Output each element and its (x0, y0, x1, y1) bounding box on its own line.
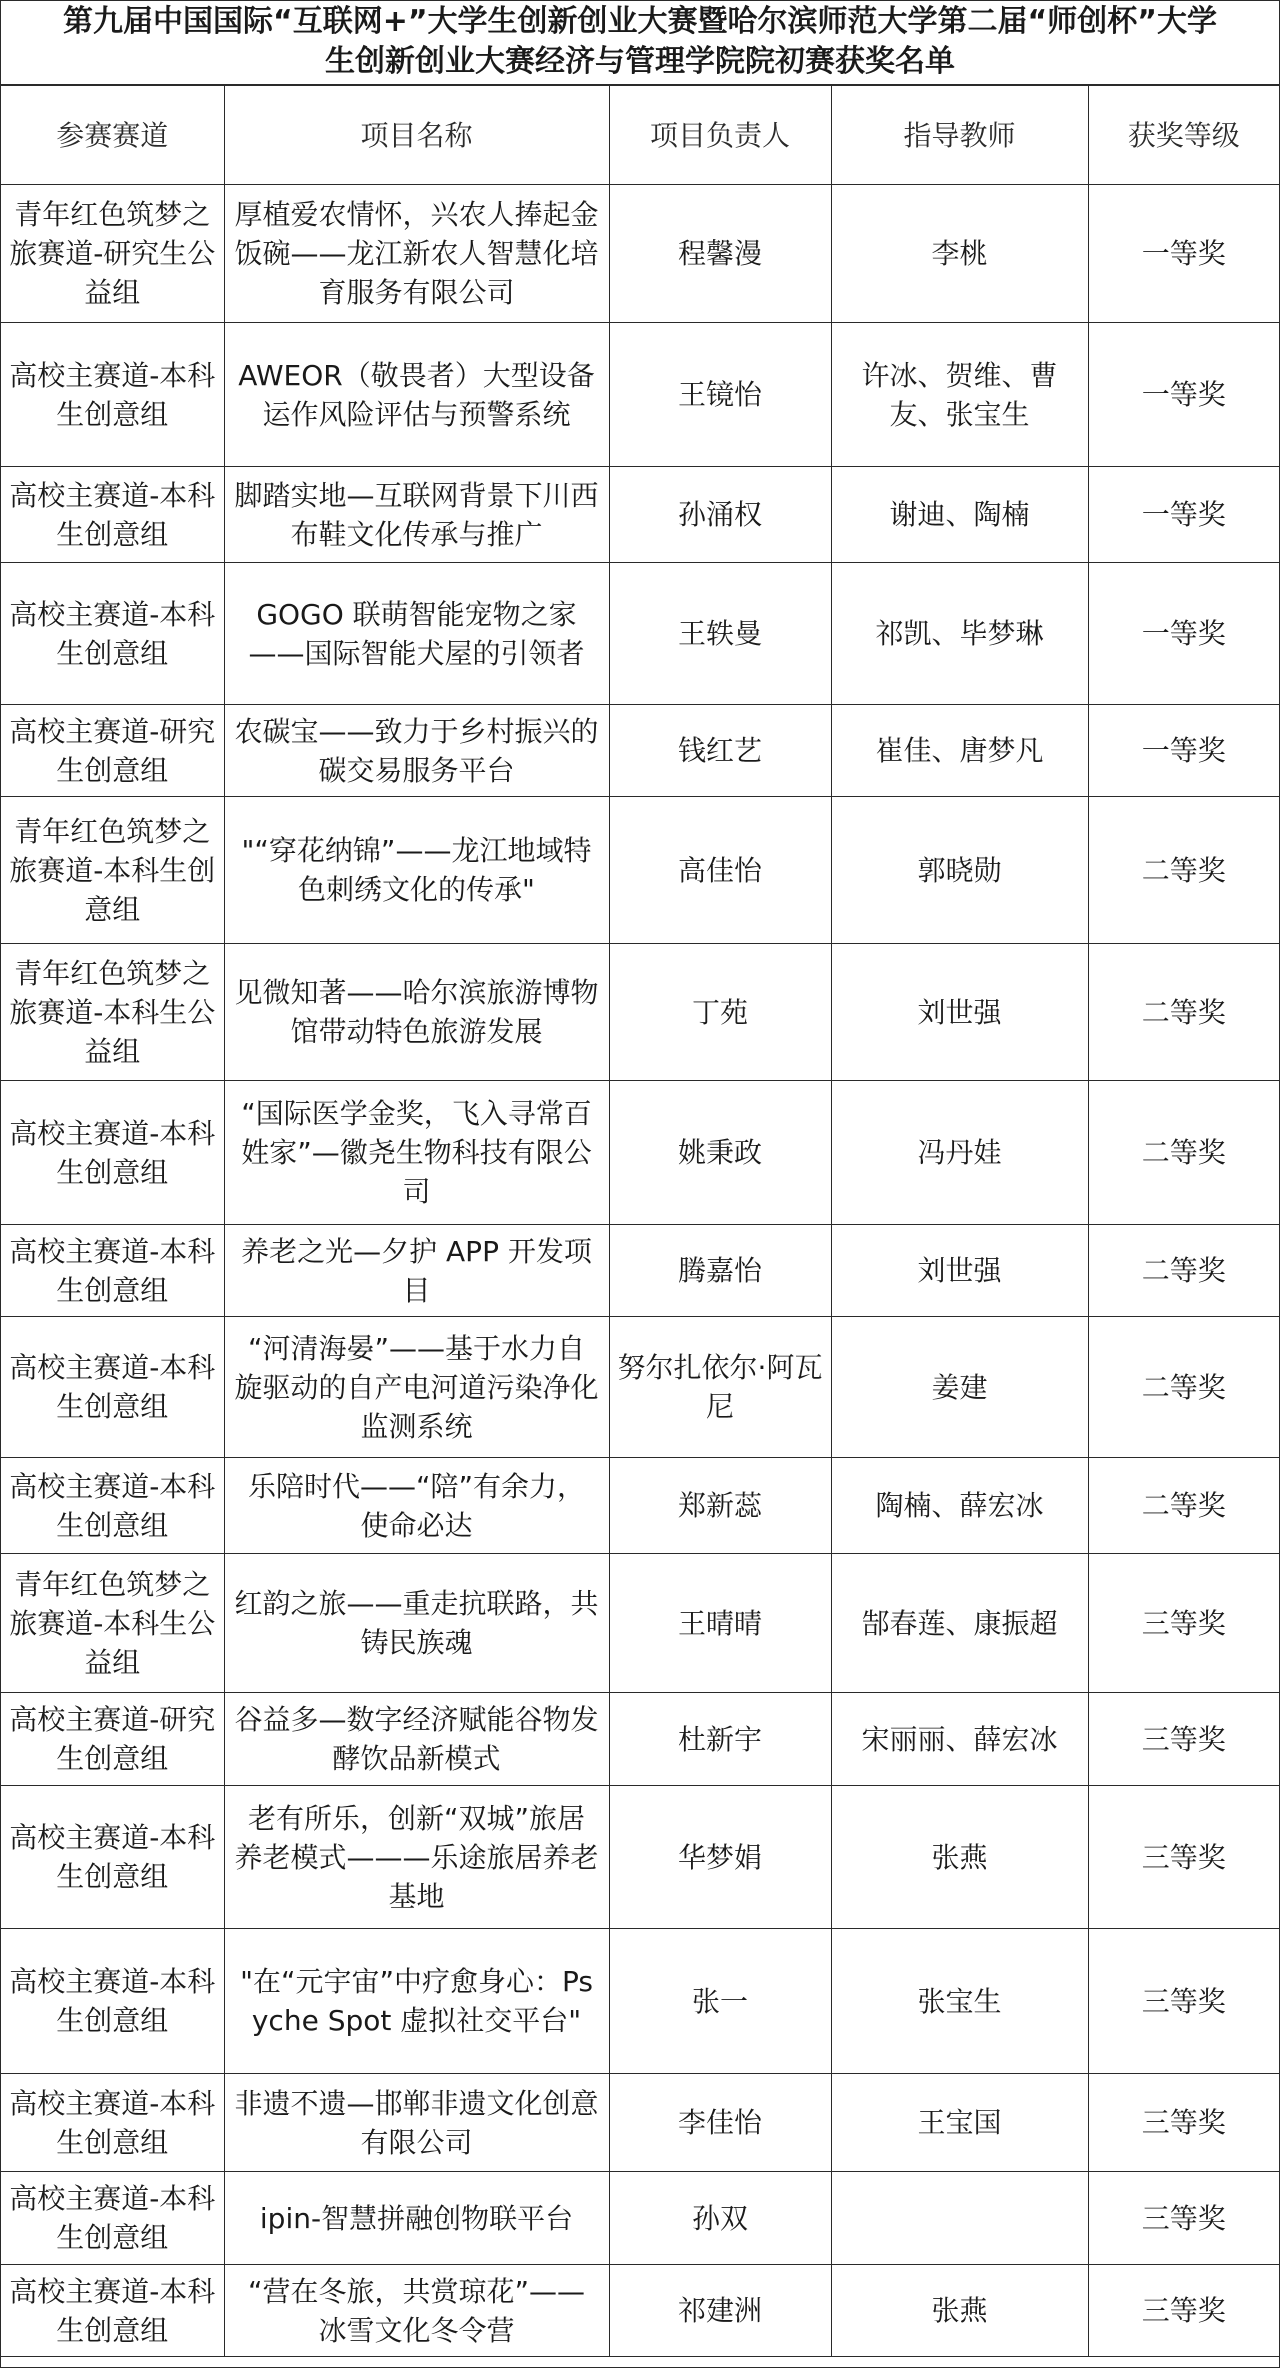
cell-track: 高校主赛道-本科生创意组 (1, 2265, 224, 2357)
cell-award: 三等奖 (1088, 1929, 1279, 2074)
cell-award: 一等奖 (1088, 185, 1279, 323)
cell-leader: 李佳怡 (609, 2074, 831, 2172)
cell-award: 二等奖 (1088, 1225, 1279, 1317)
cell-project: 非遗不遗—邯郸非遗文化创意有限公司 (224, 2074, 609, 2172)
cell-advisor: 张宝生 (831, 1929, 1088, 2074)
cell-award: 一等奖 (1088, 323, 1279, 467)
cell-project: 见微知著——哈尔滨旅游博物馆带动特色旅游发展 (224, 944, 609, 1081)
cell-award: 一等奖 (1088, 563, 1279, 705)
cell-award: 二等奖 (1088, 1458, 1279, 1554)
cell-leader: 努尔扎依尔·阿瓦尼 (609, 1317, 831, 1458)
column-header-track: 参赛赛道 (1, 86, 224, 185)
cell-advisor: 陶楠、薛宏冰 (831, 1458, 1088, 1554)
cell-project: 红韵之旅——重走抗联路，共铸民族魂 (224, 1554, 609, 1693)
table-row (1, 1554, 1279, 1693)
cell-project: 乐陪时代——“陪”有余力，使命必达 (224, 1458, 609, 1554)
cell-track: 青年红色筑梦之旅赛道-研究生公益组 (1, 185, 224, 323)
cell-project: 养老之光—夕护 APP 开发项目 (224, 1225, 609, 1317)
cell-track: 高校主赛道-本科生创意组 (1, 1081, 224, 1225)
cell-award: 三等奖 (1088, 1693, 1279, 1786)
table-row (1, 1081, 1279, 1225)
cell-track: 青年红色筑梦之旅赛道-本科生公益组 (1, 944, 224, 1081)
cell-award: 三等奖 (1088, 2074, 1279, 2172)
table-row (1, 1929, 1279, 2074)
cell-advisor: 宋丽丽、薛宏冰 (831, 1693, 1088, 1786)
table-row (1, 467, 1279, 563)
cell-advisor: 姜建 (831, 1317, 1088, 1458)
title-line-2: 生创新创业大赛经济与管理学院院初赛获奖名单 (325, 44, 955, 79)
cell-leader: 钱红艺 (609, 705, 831, 797)
cell-project: “营在冬旅，共赏琼花”——冰雪文化冬令营 (224, 2265, 609, 2357)
cell-award: 一等奖 (1088, 705, 1279, 797)
cell-leader: 郑新蕊 (609, 1458, 831, 1554)
cell-award: 三等奖 (1088, 1554, 1279, 1693)
cell-leader: 腾嘉怡 (609, 1225, 831, 1317)
cell-project: AWEOR（敬畏者）大型设备运作风险评估与预警系统 (224, 323, 609, 467)
cell-advisor: 祁凯、毕梦琳 (831, 563, 1088, 705)
table-row (1, 1317, 1279, 1458)
cell-award: 二等奖 (1088, 1317, 1279, 1458)
cell-award: 二等奖 (1088, 797, 1279, 944)
cell-advisor: 郜春莲、康振超 (831, 1554, 1088, 1693)
cell-project: ipin-智慧拼融创物联平台 (224, 2172, 609, 2265)
award-table (1, 85, 1279, 2357)
title-line-1: 第九届中国国际“互联网+”大学生创新创业大赛暨哈尔滨师范大学第二届“师创杯”大学 (62, 4, 1217, 39)
table-row (1, 705, 1279, 797)
table-row (1, 2074, 1279, 2172)
cell-advisor: 郭晓勋 (831, 797, 1088, 944)
document-title (1, 1, 1279, 85)
cell-leader: 孙涌权 (609, 467, 831, 563)
cell-leader: 杜新宇 (609, 1693, 831, 1786)
cell-track: 高校主赛道-本科生创意组 (1, 323, 224, 467)
cell-project: 老有所乐，创新“双城”旅居养老模式———乐途旅居养老基地 (224, 1786, 609, 1929)
cell-project: "在“元宇宙”中疗愈身心：Psyche Spot 虚拟社交平台" (224, 1929, 609, 2074)
cell-track: 高校主赛道-本科生创意组 (1, 2172, 224, 2265)
cell-project: 谷益多—数字经济赋能谷物发酵饮品新模式 (224, 1693, 609, 1786)
cell-track: 高校主赛道-本科生创意组 (1, 2074, 224, 2172)
cell-advisor (831, 2172, 1088, 2265)
table-row (1, 2172, 1279, 2265)
cell-advisor: 崔佳、唐梦凡 (831, 705, 1088, 797)
table-row (1, 185, 1279, 323)
table-row (1, 1225, 1279, 1317)
cell-leader: 程馨漫 (609, 185, 831, 323)
cell-leader: 丁苑 (609, 944, 831, 1081)
cell-award: 二等奖 (1088, 944, 1279, 1081)
cell-project: 农碳宝——致力于乡村振兴的碳交易服务平台 (224, 705, 609, 797)
cell-track: 高校主赛道-本科生创意组 (1, 1317, 224, 1458)
cell-award: 三等奖 (1088, 1786, 1279, 1929)
cell-track: 高校主赛道-本科生创意组 (1, 563, 224, 705)
cell-advisor: 张燕 (831, 1786, 1088, 1929)
cell-advisor: 谢迪、陶楠 (831, 467, 1088, 563)
cell-project: “河清海晏”——基于水力自旋驱动的自产电河道污染净化监测系统 (224, 1317, 609, 1458)
cell-award: 三等奖 (1088, 2265, 1279, 2357)
cell-project: “国际医学金奖，飞入寻常百姓家”—徽尧生物科技有限公司 (224, 1081, 609, 1225)
cell-award: 一等奖 (1088, 467, 1279, 563)
cell-project: 脚踏实地—互联网背景下川西布鞋文化传承与推广 (224, 467, 609, 563)
cell-track: 青年红色筑梦之旅赛道-本科生创意组 (1, 797, 224, 944)
cell-advisor: 刘世强 (831, 944, 1088, 1081)
cell-project: "“穿花纳锦”——龙江地域特色刺绣文化的传承" (224, 797, 609, 944)
cell-advisor: 王宝国 (831, 2074, 1088, 2172)
cell-leader: 祁建洲 (609, 2265, 831, 2357)
column-header-project: 项目名称 (224, 86, 609, 185)
cell-project: 厚植爱农情怀，兴农人捧起金饭碗——龙江新农人智慧化培育服务有限公司 (224, 185, 609, 323)
cell-track: 高校主赛道-研究生创意组 (1, 705, 224, 797)
column-header-award: 获奖等级 (1088, 86, 1279, 185)
table-row (1, 1458, 1279, 1554)
cell-track: 高校主赛道-本科生创意组 (1, 467, 224, 563)
cell-award: 三等奖 (1088, 2172, 1279, 2265)
table-row (1, 1786, 1279, 1929)
table-row (1, 2265, 1279, 2357)
cell-track: 高校主赛道-研究生创意组 (1, 1693, 224, 1786)
cell-advisor: 冯丹娃 (831, 1081, 1088, 1225)
cell-project: GOGO 联萌智能宠物之家——国际智能犬屋的引领者 (224, 563, 609, 705)
table-row (1, 563, 1279, 705)
cell-leader: 王镜怡 (609, 323, 831, 467)
cell-leader: 王晴晴 (609, 1554, 831, 1693)
column-header-leader: 项目负责人 (609, 86, 831, 185)
cell-leader: 华梦娟 (609, 1786, 831, 1929)
cell-leader: 张一 (609, 1929, 831, 2074)
cell-leader: 高佳怡 (609, 797, 831, 944)
cell-track: 高校主赛道-本科生创意组 (1, 1786, 224, 1929)
cell-advisor: 许冰、贺维、曹友、张宝生 (831, 323, 1088, 467)
table-row (1, 1693, 1279, 1786)
cell-advisor: 李桃 (831, 185, 1088, 323)
table-row (1, 797, 1279, 944)
cell-leader: 姚秉政 (609, 1081, 831, 1225)
table-row (1, 323, 1279, 467)
cell-leader: 王轶曼 (609, 563, 831, 705)
cell-track: 高校主赛道-本科生创意组 (1, 1458, 224, 1554)
cell-track: 高校主赛道-本科生创意组 (1, 1929, 224, 2074)
cell-track: 青年红色筑梦之旅赛道-本科生公益组 (1, 1554, 224, 1693)
column-header-advisor: 指导教师 (831, 86, 1088, 185)
cell-advisor: 刘世强 (831, 1225, 1088, 1317)
cell-track: 高校主赛道-本科生创意组 (1, 1225, 224, 1317)
cell-leader: 孙双 (609, 2172, 831, 2265)
table-row (1, 944, 1279, 1081)
cell-advisor: 张燕 (831, 2265, 1088, 2357)
cell-award: 二等奖 (1088, 1081, 1279, 1225)
table-header-row (1, 86, 1279, 185)
